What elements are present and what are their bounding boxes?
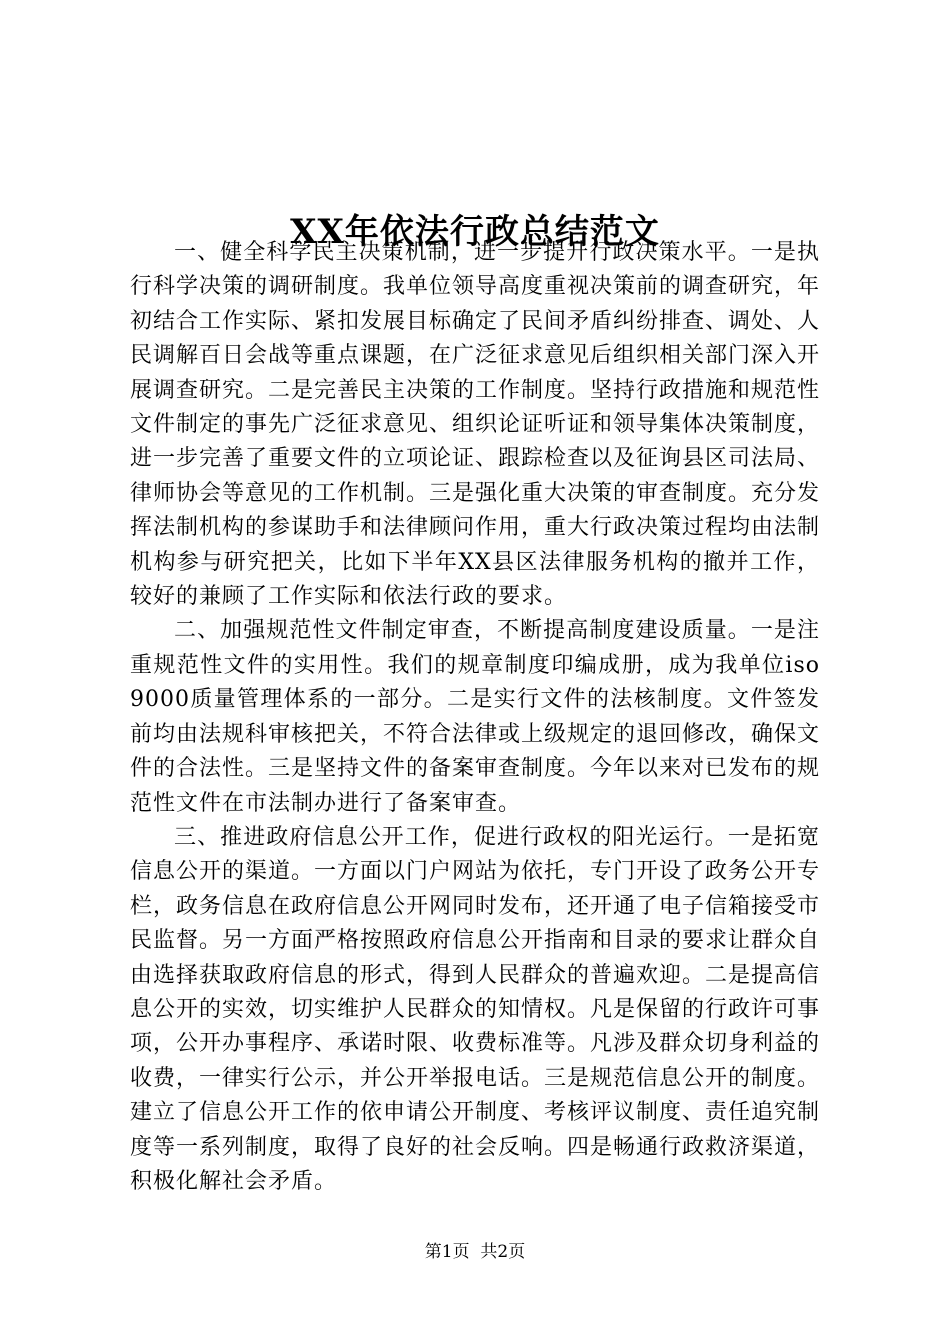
page-number-total: 共2页 bbox=[480, 1242, 526, 1262]
page-footer bbox=[0, 1240, 950, 1264]
paragraph-3: 三、推进政府信息公开工作，促进行政权的阳光运行。一是拓宽信息公开的渠道。一方面以门户网站为依托，专门开设了政务公开专栏，政务信息在政府信息公开网同时发布，还开通了电子信箱接受市民监督。另一方面严格按照政府信息公开指南和目录的要求让群众自由选择获取政府信息的形式，得到人民群众的普遍欢迎。二是提高信息公开的实效，切实维护人民群众的知情权。凡是保留的行政许可事项，公开办事程序、承诺时限、收费标准等。凡涉及群众切身利益的收费，一律实行公示，并公开举报电话。三是规范信息公开的制度。建立了信息公开工作的依申请公开制度、考核评议制度、责任追究制度等一系列制度，取得了良好的社会反响。四是畅通行政救济渠道，积极化解社会矛盾。 bbox=[130, 824, 821, 1194]
paragraph-1: 一、健全科学民主决策机制，进一步提升行政决策水平。一是执行科学决策的调研制度。我单位领导高度重视决策前的调查研究，年初结合工作实际、紧扣发展目标确定了民间矛盾纠纷排查、调处、人民调解百日会战等重点课题，在广泛征求意见后组织相关部门深入开展调查研究。二是完善民主决策的工作制度。坚持行政措施和规范性文件制定的事先广泛征求意见、组织论证听证和领导集体决策制度，进一步完善了重要文件的立项论证、跟踪检查以及征询县区司法局、律师协会等意见的工作机制。三是强化重大决策的审查制度。充分发挥法制机构的参谋助手和法律顾问作用，重大行政决策过程均由法制机构参与研究把关，比如下半年XX县区法律服务机构的撤并工作，较好的兼顾了工作实际和依法行政的要求。 bbox=[130, 240, 821, 610]
page-number-current: 第1页 bbox=[424, 1242, 470, 1262]
paragraph-2: 二、加强规范性文件制定审查，不断提高制度建设质量。一是注重规范性文件的实用性。我们的规章制度印编成册，成为我单位iso9000质量管理体系的一部分。二是实行文件的法核制度。文件签发前均由法规科审核把关，不符合法律或上级规定的退回修改，确保文件的合法性。三是坚持文件的备案审查制度。今年以来对已发布的规范性文件在市法制办进行了备案审查。 bbox=[130, 618, 821, 816]
footer-spacer bbox=[470, 1242, 481, 1262]
document-title: XX年依法行政总结范文 bbox=[290, 211, 660, 252]
document-body bbox=[130, 236, 820, 1199]
